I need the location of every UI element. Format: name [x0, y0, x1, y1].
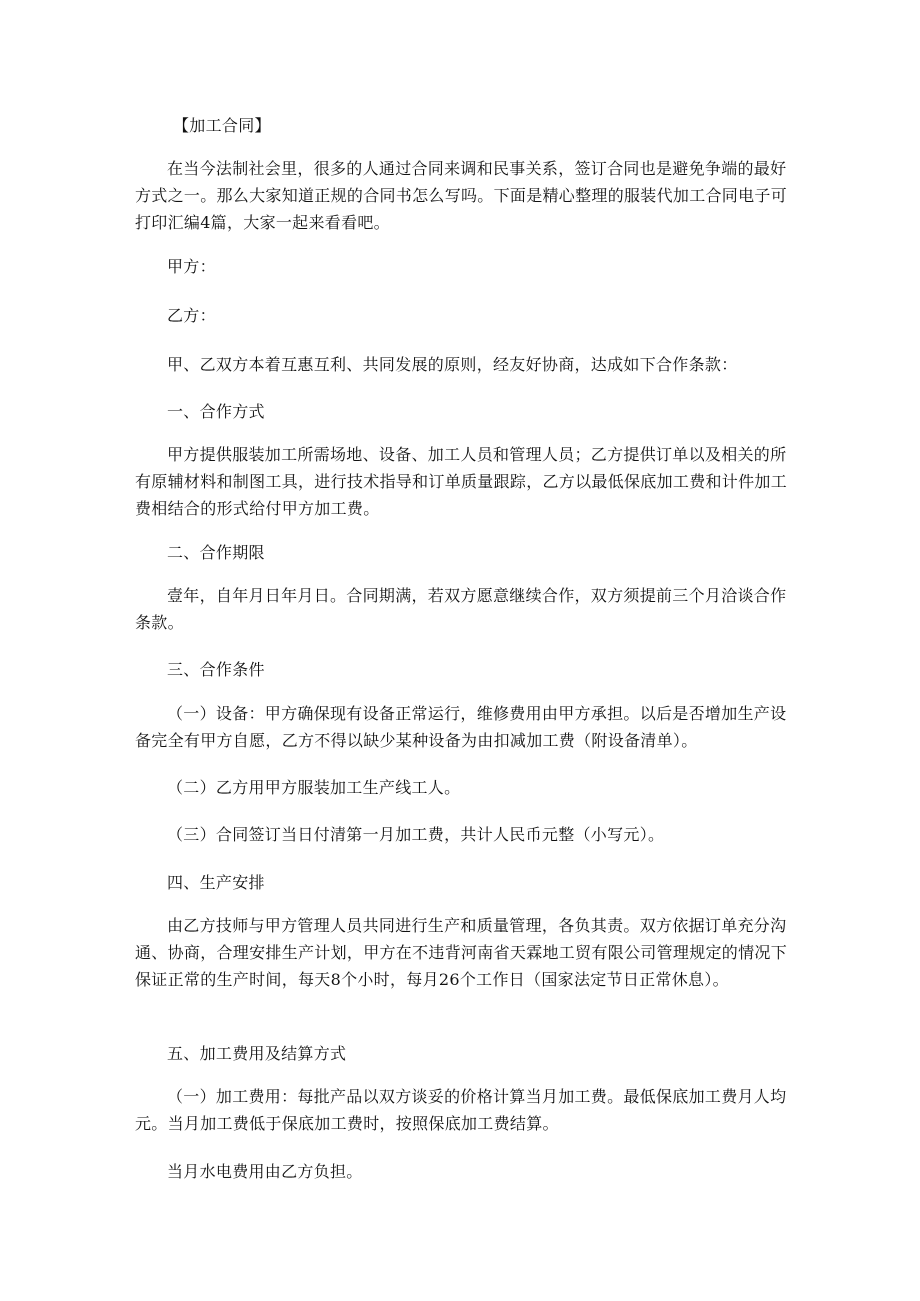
section2-body: 壹年，自年月日年月日。合同期满，若双方愿意继续合作，双方须提前三个月洽谈合作条款。	[135, 586, 787, 632]
section4-body: 由乙方技师与甲方管理人员共同进行生产和质量管理，各负其责。双方依据订单充分沟通、协商，合理安排生产计划，甲方在不违背河南省天霖地工贸有限公司管理规定的情况下保证正常的生产时间，每天8个小时，每月26个工作日（国家法定节日正常休息）。	[135, 916, 788, 989]
section3-item1: （一）设备：甲方确保现有设备正常运行，维修费用由甲方承担。以后是否增加生产设备完全有甲方自愿，乙方不得以缺少某种设备为由扣减加工费（附设备清单）。	[135, 704, 787, 750]
document-title: 【加工合同】	[173, 116, 271, 135]
party-a-line: 甲方：	[167, 257, 216, 276]
section4-heading: 四、生产安排	[167, 873, 265, 892]
section5-item1: （一）加工费用：每批产品以双方谈妥的价格计算当月加工费。最低保底加工费月人均元。当月加工费低于保底加工费时，按照保底加工费结算。	[135, 1087, 787, 1133]
section3-item3: （三）合同签订当日付清第一月加工费，共计人民币元整（小写元）。	[167, 825, 665, 844]
section2-heading: 二、合作期限	[167, 543, 265, 562]
party-b-line: 乙方：	[167, 306, 216, 325]
section1-body: 甲方提供服装加工所需场地、设备、加工人员和管理人员；乙方提供订单以及相关的所有原辅材料和制图工具，进行技术指导和订单质量跟踪，乙方以最低保底加工费和计件加工费相结合的形式给付甲方加工费。	[135, 445, 788, 518]
section3-heading: 三、合作条件	[167, 660, 265, 679]
preamble-paragraph: 甲、乙双方本着互惠互利、共同发展的原则，经友好协商，达成如下合作条款：	[167, 355, 738, 374]
section5-item2: 当月水电费用由乙方负担。	[167, 1162, 363, 1181]
section1-heading: 一、合作方式	[167, 402, 265, 421]
section3-item2: （二）乙方用甲方服装加工生产线工人。	[167, 778, 461, 797]
section5-heading: 五、加工费用及结算方式	[167, 1044, 347, 1063]
intro-paragraph: 在当今法制社会里，很多的人通过合同来调和民事关系，签订合同也是避免争端的最好方式之一。那么大家知道正规的合同书怎么写吗。下面是精心整理的服装代加工合同电子可打印汇编4篇，大家一起来看看吧。	[135, 159, 788, 232]
